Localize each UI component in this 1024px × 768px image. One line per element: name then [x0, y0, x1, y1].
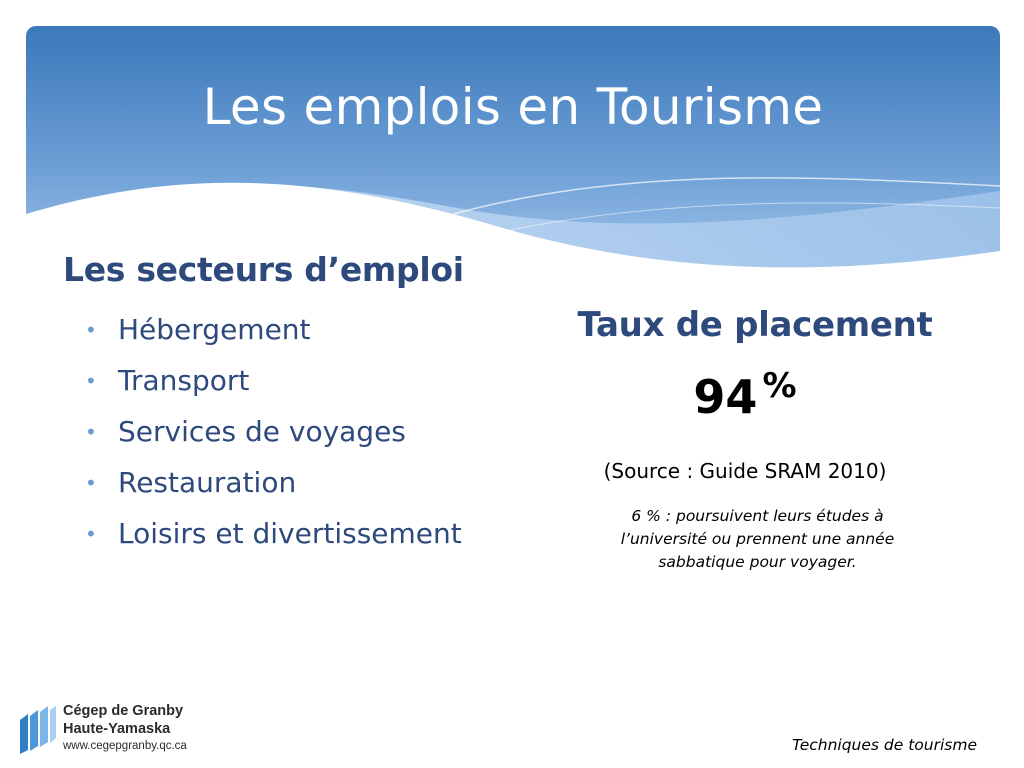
bullet-icon: • — [85, 522, 97, 546]
footnote: 6 % : poursuivent leurs études à l’université ou prennent une année sabbatique pour voyager. — [620, 507, 895, 571]
list-item — [85, 461, 462, 512]
sectors-heading: Les secteurs d’emploi — [63, 250, 464, 289]
rate-percent-sign: % — [762, 366, 797, 406]
list-item-label: Loisirs et divertissement — [118, 517, 462, 550]
list-item — [85, 308, 462, 359]
list-item — [85, 512, 462, 563]
slide-title: Les emplois en Tourisme — [202, 78, 824, 136]
bullet-icon: • — [85, 369, 97, 393]
logo-name-line1: Cégep de Granby — [63, 703, 184, 719]
title-banner — [26, 26, 1000, 288]
source-citation: (Source : Guide SRAM 2010) — [603, 459, 887, 483]
rate-number: 94 — [693, 370, 758, 424]
cegep-logo-icon — [18, 706, 58, 754]
bullet-icon: • — [85, 318, 97, 342]
footer-text: Techniques de tourisme — [792, 736, 977, 754]
cegep-logo — [18, 700, 218, 760]
list-item-label: Services de voyages — [118, 415, 406, 448]
bullet-icon: • — [85, 471, 97, 495]
logo-url: www.cegepgranby.qc.ca — [63, 740, 187, 752]
sector-list — [85, 308, 462, 563]
banner-wave-graphic — [26, 26, 1000, 288]
list-item-label: Restauration — [118, 466, 297, 499]
bullet-icon: • — [85, 420, 97, 444]
list-item-label: Transport — [118, 364, 250, 397]
placement-rate-heading: Taux de placement — [577, 305, 933, 345]
list-item — [85, 410, 462, 461]
list-item — [85, 359, 462, 410]
logo-name-line2: Haute-Yamaska — [63, 721, 171, 737]
placement-rate-value — [560, 366, 930, 424]
list-item-label: Hébergement — [118, 313, 311, 346]
